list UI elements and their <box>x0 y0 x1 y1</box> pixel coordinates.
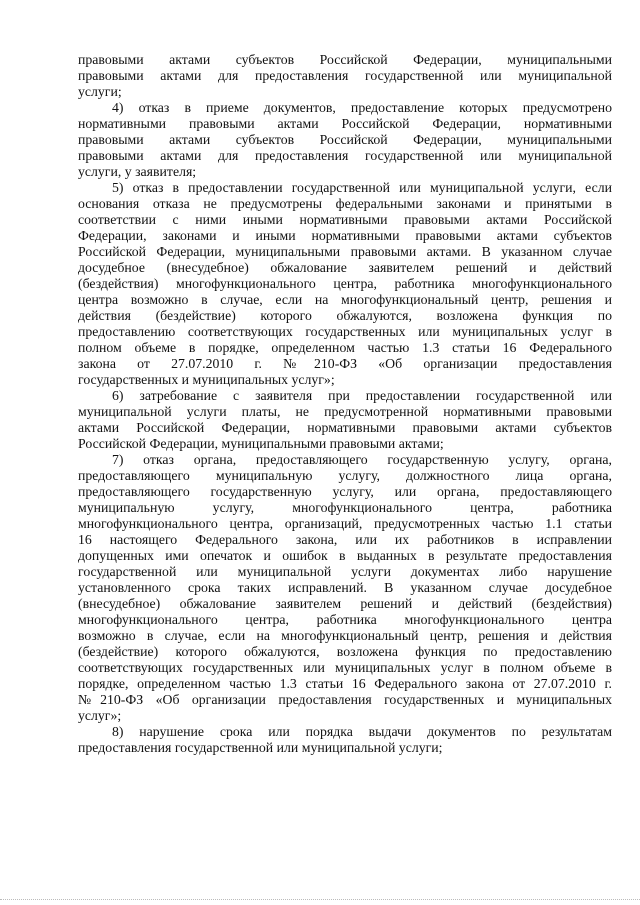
text-line: услуги; <box>78 84 122 99</box>
text-line: многофункционального центра, организаций, предусмотренных частью 1.1 статьи <box>78 516 612 531</box>
text-line: нормативными правовыми актами Российской Федерации, нормативными <box>78 116 612 131</box>
text-line: 16 настоящего Федерального закона, или их работников в исправлении <box>78 532 612 547</box>
text-line: основания отказа не предусмотрены федеральными законами и принятыми в <box>78 196 612 211</box>
paragraph-item-6 <box>78 388 612 452</box>
paragraph-item-7 <box>78 452 612 724</box>
text-line: действия (бездействие) которого обжалуются, возложена функция по <box>78 308 612 323</box>
text-line: муниципальной услуги платы, не предусмотренной нормативными правовыми <box>78 404 612 419</box>
text-line: предоставляющего муниципальную услугу, должностного лица органа, <box>78 468 612 483</box>
text-line: правовыми актами для предоставления государственной или муниципальной <box>78 148 612 163</box>
text-line: закона от 27.07.2010 г. №210-ФЗ «Об организации предоставления <box>78 356 612 371</box>
text-line: 6) затребование с заявителя при предоставлении государственной или <box>112 388 612 403</box>
text-line: предоставлению соответствующих государственных или муниципальных услуг в <box>78 324 612 339</box>
paragraph-item-8 <box>78 724 612 756</box>
text-line: предоставления государственной или муниципальной услуги; <box>78 740 443 755</box>
text-line: правовыми актами субъектов Российской Федерации, муниципальными <box>78 52 612 67</box>
text-line: Российской Федерации, муниципальными правовыми актами; <box>78 436 444 451</box>
text-line: 7) отказ органа, предоставляющего государственную услугу, органа, <box>112 452 612 467</box>
text-line: актами Российской Федерации, нормативными правовыми актами субъектов <box>78 420 612 435</box>
paragraph-p3-continued <box>78 52 612 100</box>
text-line: 4) отказ в приеме документов, предоставление которых предусмотрено <box>112 100 612 115</box>
text-line: муниципальную услугу, многофункционального центра, работника <box>78 500 612 515</box>
text-line: центра возможно в случае, если на многофункциональный центр, решения и <box>78 292 612 307</box>
text-line: установленного срока таких исправлений. В указанном случае досудебное <box>78 580 612 595</box>
text-line: полном объеме в порядке, определенном частью 1.3 статьи 16 Федерального <box>78 340 612 355</box>
text-line: 8) нарушение срока или порядка выдачи документов по результатам <box>112 724 612 739</box>
text-line: допущенных ими опечаток и ошибок в выданных в результате предоставления <box>78 548 612 563</box>
text-line: соответствующих государственных или муниципальных услуг в полном объеме в <box>78 660 612 675</box>
text-line: услуги, у заявителя; <box>78 164 197 179</box>
text-line: досудебное (внесудебное) обжалование заявителем решений и действий <box>78 260 612 275</box>
text-line: многофункционального центра, работника многофункционального центра <box>78 612 612 627</box>
text-line: (бездействие) которого обжалуются, возложена функция по предоставлению <box>78 644 612 659</box>
paragraph-item-4 <box>78 100 612 180</box>
text-line: (бездействия) многофункционального центра, работника многофункционального <box>78 276 612 291</box>
text-line: правовыми актами для предоставления государственной или муниципальной <box>78 68 612 83</box>
document-body <box>78 52 612 756</box>
text-line: соответствии с ними иными нормативными правовыми актами Российской <box>78 212 612 227</box>
text-line: правовыми актами субъектов Российской Федерации, муниципальными <box>78 132 612 147</box>
paragraph-item-5 <box>78 180 612 388</box>
page-bottom-edge <box>0 899 640 900</box>
text-line: 5) отказ в предоставлении государственной или муниципальной услуги, если <box>112 180 612 195</box>
text-line: Российской Федерации, муниципальными правовыми актами. В указанном случае <box>78 244 612 259</box>
text-line: возможно в случае, если на многофункциональный центр, решения и действия <box>78 628 612 643</box>
text-line: услуг»; <box>78 708 122 723</box>
text-line: №210-ФЗ «Об организации предоставления государственных и муниципальных <box>78 692 612 707</box>
text-line: порядке, определенном частью 1.3 статьи 16 Федерального закона от 27.07.2010 г. <box>78 676 612 691</box>
text-line: предоставляющего государственную услугу, или органа, предоставляющего <box>78 484 612 499</box>
text-line: государственной или муниципальной услуги документах либо нарушение <box>78 564 612 579</box>
text-line: государственных и муниципальных услуг»; <box>78 372 335 387</box>
text-line: (внесудебное) обжалование заявителем решений и действий (бездействия) <box>78 596 612 611</box>
text-line: Федерации, законами и иными нормативными правовыми актами субъектов <box>78 228 612 243</box>
